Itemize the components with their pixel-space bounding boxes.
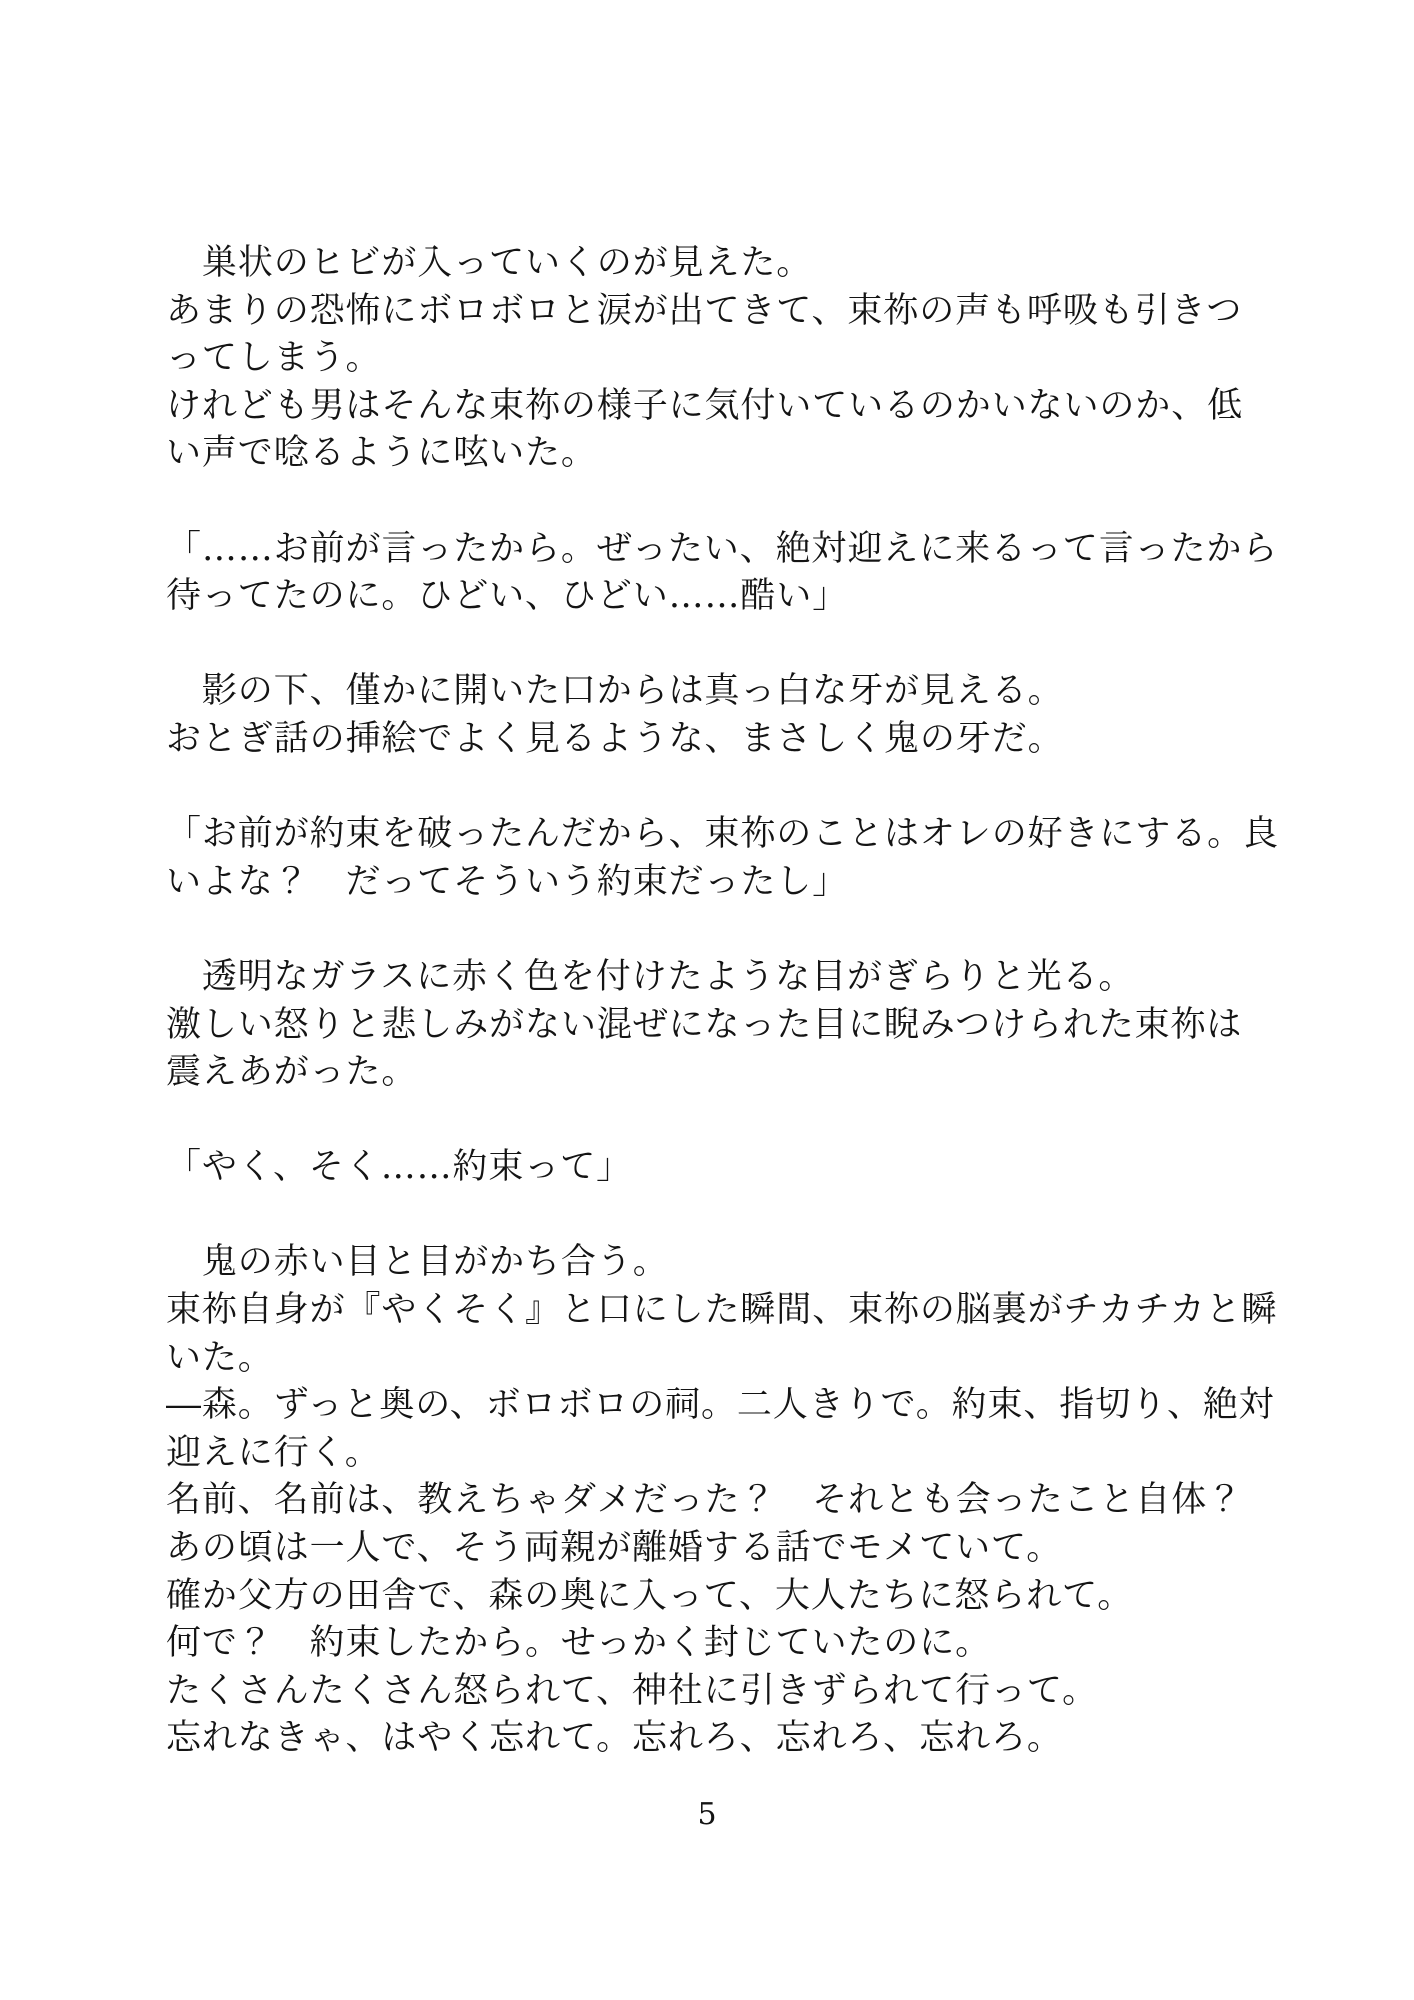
page-footer <box>0 1796 1414 1834</box>
text-line: 束祢自身が『やくそく』と口にした瞬間、束祢の脳裏がチカチカと瞬 <box>166 1290 1278 1331</box>
text-line: 震えあがった。 <box>166 1052 418 1093</box>
text-line: あの頃は一人で、そう両親が離婚する話でモメていて。 <box>166 1528 1063 1569</box>
text-line: 何で？ 約束したから。せっかく封じていたのに。 <box>166 1623 992 1664</box>
text-line: 迎えに行く。 <box>166 1432 381 1473</box>
text-line: 激しい怒りと悲しみがない混ぜになった目に睨みつけられた束祢は <box>166 1004 1243 1045</box>
text-line: ―森。ずっと奥の、ボロボロの祠。二人きりで。約束、指切り、絶対 <box>166 1385 1275 1426</box>
paragraph <box>166 526 1286 621</box>
text-line: 「やく、そく……約束って」 <box>166 1147 633 1188</box>
text-line: あまりの恐怖にボロボロと涙が出てきて、束祢の声も呼吸も引きつ <box>166 290 1243 331</box>
text-line: いた。 <box>166 1337 274 1378</box>
paragraph <box>166 1239 1286 1763</box>
text-line: 透明なガラスに赤く色を付けたような目がぎらりと光る。 <box>166 956 1135 997</box>
text-line: 確か父方の田舎で、森の奥に入って、大人たちに怒られて。 <box>166 1575 1134 1616</box>
paragraph <box>166 811 1286 906</box>
text-line: おとぎ話の挿絵でよく見るような、まさしく鬼の牙だ。 <box>166 718 1064 759</box>
text-line: い声で唸るように呟いた。 <box>166 433 597 474</box>
text-line: ってしまう。 <box>166 338 382 379</box>
page-number: 5 <box>697 1797 717 1832</box>
paragraph <box>166 668 1286 763</box>
text-line: 「……お前が言ったから。ぜったい、絶対迎えに来るって言ったから <box>166 528 1279 569</box>
text-line: けれども男はそんな束祢の様子に気付いているのかいないのか、低 <box>166 385 1244 426</box>
text-line: たくさんたくさん怒られて、神社に引きずられて行って。 <box>166 1670 1099 1711</box>
paragraph <box>166 240 1286 478</box>
text-line: 「お前が約束を破ったんだから、束祢のことはオレの好きにする。良 <box>166 814 1279 855</box>
text-line: 鬼の赤い目と目がかち合う。 <box>166 1242 669 1283</box>
text-line: 巣状のヒビが入っていくのが見えた。 <box>166 243 813 283</box>
paragraph <box>166 1144 1286 1192</box>
paragraph <box>166 954 1286 1097</box>
text-line: 影の下、僅かに開いた口からは真っ白な牙が見える。 <box>166 671 1064 712</box>
text-line: いよな？ だってそういう約束だったし」 <box>166 861 849 902</box>
document-body <box>166 240 1286 1811</box>
text-line: 忘れなきゃ、はやく忘れて。忘れろ、忘れろ、忘れろ。 <box>166 1718 1063 1759</box>
text-line: 名前、名前は、教えちゃダメだった？ それとも会ったこと自体？ <box>166 1480 1244 1521</box>
text-line: 待ってたのに。ひどい、ひどい……酷い」 <box>166 576 849 617</box>
